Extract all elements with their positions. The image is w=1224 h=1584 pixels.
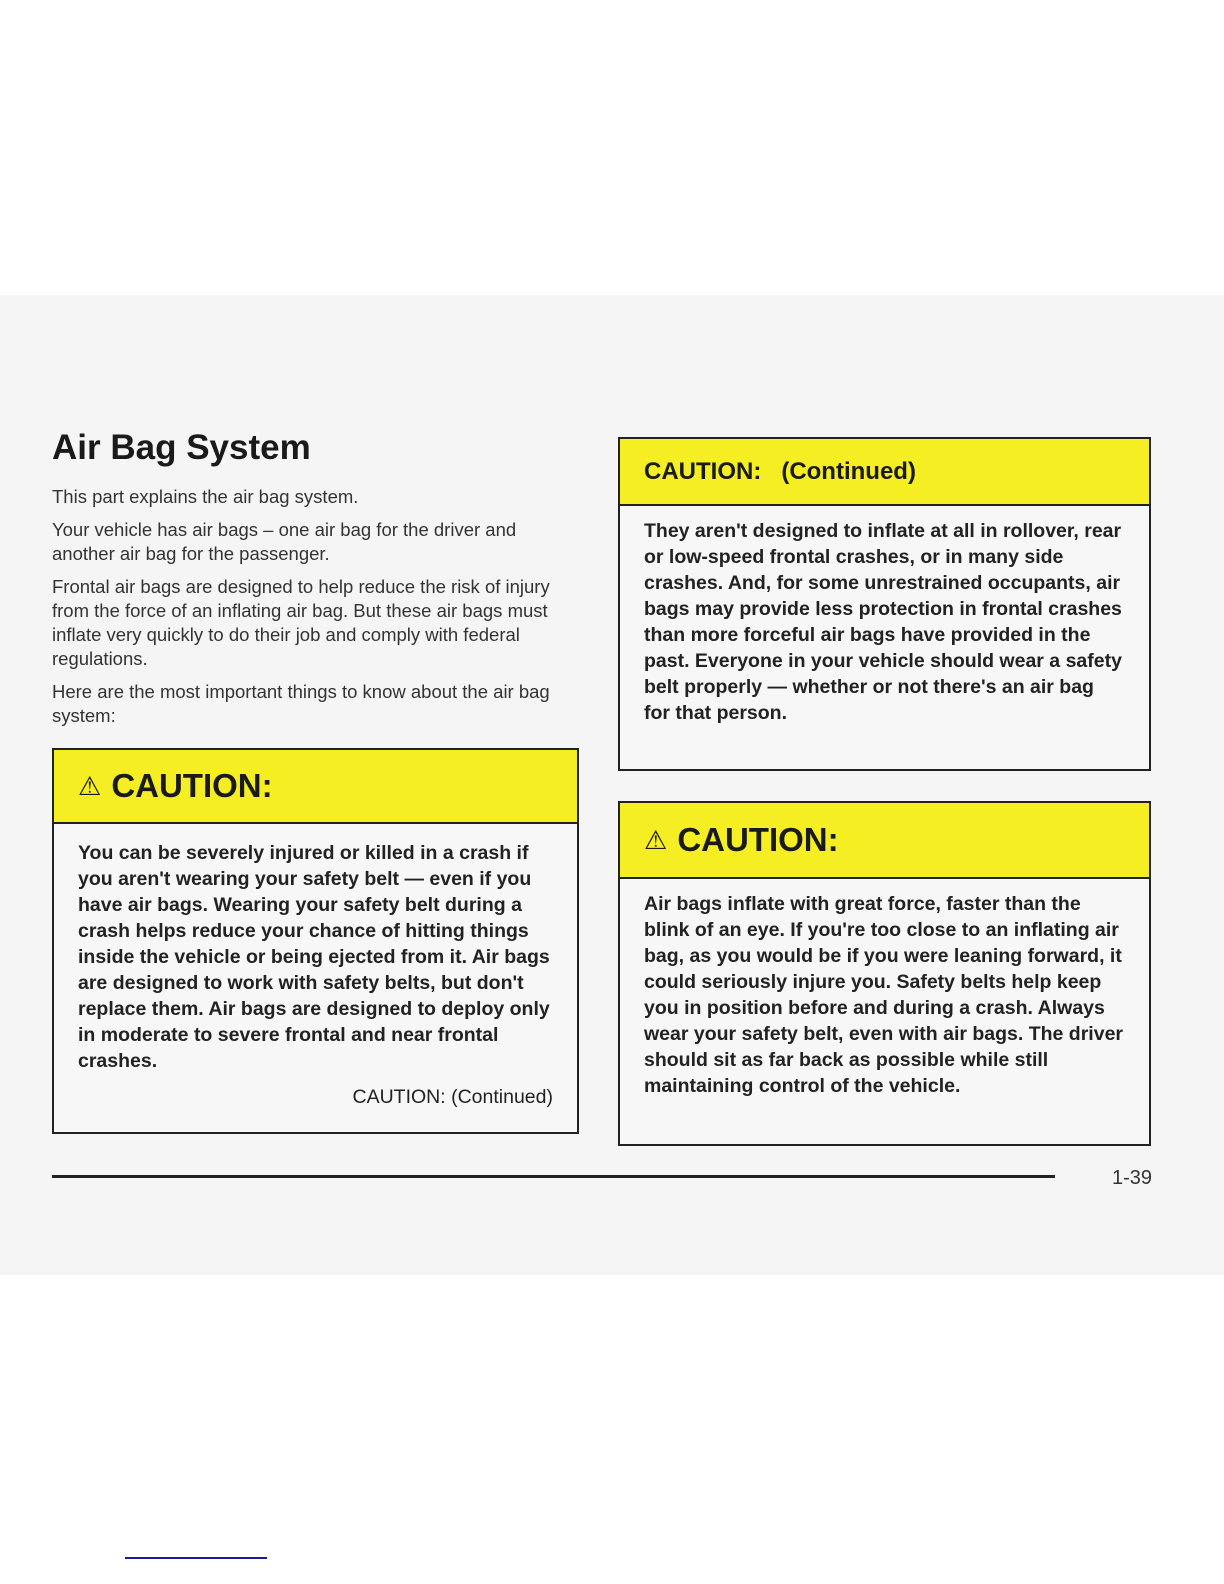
caution-body — [54, 824, 577, 1110]
caution-text: They aren't designed to inflate at all in rollover, rear or low-speed frontal crashes, or in many side crashes. And, for some unrestrained occupants, air bags may provide less protection in frontal crashes than more forceful air bags have provided in the past. Everyone in your vehicle should wear a safety belt properly — whether or not there's an air bag for that person. — [644, 520, 1122, 724]
caution-text: You can be severely injured or killed in a crash if you aren't wearing your safety belt — even if you have air bags. Wearing your safety belt during a crash helps reduce your chance of hitting things inside the vehicle or being ejected from it. Air bags are designed to work with safety belts, but don't replace them. Air bags are designed to deploy only in moderate to severe frontal and near frontal crashes. — [78, 842, 550, 1072]
caution-header — [54, 750, 577, 824]
caution-label: CAUTION: — [111, 767, 273, 804]
caution-text: Air bags inflate with great force, faster than the blink of an eye. If you're too close to an inflating air bag, as you would be if you were leaning forward, it could seriously injure you. Safety belts help keep you in position before and during a crash. Always wear your safety belt, even with air bags. The driver should sit as far back as possible while still maintaining control of the vehicle. — [644, 893, 1123, 1097]
intro-paragraph: This part explains the air bag system. — [52, 486, 359, 507]
caution-header — [620, 439, 1149, 506]
caution-label: CAUTION: (Continued) — [644, 457, 916, 485]
intro-paragraph: Your vehicle has air bags – one air bag for the driver and another air bag for the passenger. — [52, 519, 517, 564]
caution-box-1 — [52, 748, 579, 1134]
link-underline — [125, 1557, 267, 1559]
caution-box-1-continued — [618, 437, 1151, 771]
caution-body — [620, 506, 1149, 726]
footer-rule — [52, 1175, 1055, 1178]
intro-paragraph: Frontal air bags are designed to help reduce the risk of injury from the force of an inflating air bag. But these air bags must inflate very quickly to do their job and comply with federal regulations. — [52, 576, 550, 669]
warning-triangle-icon: ⚠ — [78, 770, 102, 801]
caution-label: CAUTION: — [677, 821, 839, 858]
page-number: 1-39 — [1112, 1167, 1153, 1189]
caution-box-2 — [618, 801, 1151, 1146]
intro-paragraph: Here are the most important things to know about the air bag system: — [52, 681, 550, 726]
caution-continued: CAUTION: (Continued) — [352, 1086, 553, 1108]
page-title: Air Bag System — [52, 428, 311, 467]
caution-header — [620, 803, 1149, 879]
caution-body — [620, 879, 1149, 1099]
warning-triangle-icon: ⚠ — [644, 824, 668, 855]
intro-text — [52, 485, 582, 737]
